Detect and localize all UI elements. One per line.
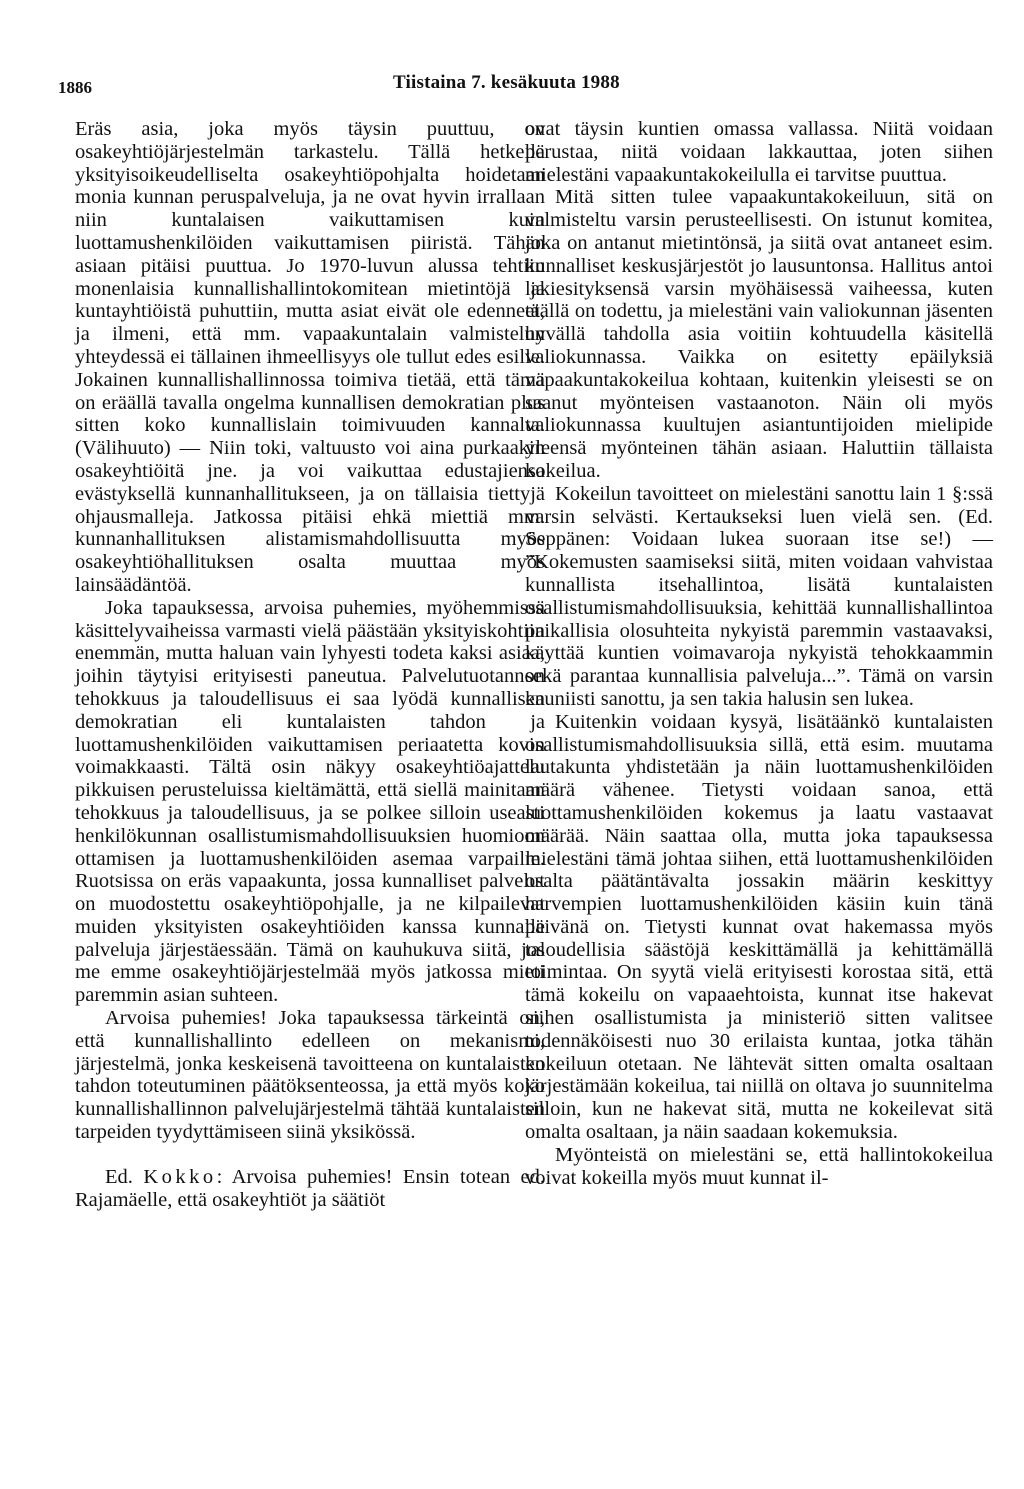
speaker-text: : Arvoisa puhemies! Ensin totean ed. Rajamäelle, että osakeyhtiöt ja säätiöt [75,1165,545,1211]
speaker-paragraph [75,1166,545,1212]
right-paragraph-1: ovat täysin kuntien omassa vallassa. Niitä voidaan perustaa, niitä voidaan lakkauttaa, joten siihen mielestäni vapaakuntakokeilulla ei tarvitse puuttua. [525,118,993,186]
left-column [75,118,545,1211]
right-paragraph-5: Myönteistä on mielestäni se, että hallintokokeilua voivat kokeilla myös muut kunnat il- [525,1143,993,1189]
page-number: 1886 [58,78,92,97]
right-column [525,118,993,1189]
left-paragraph-3: Arvoisa puhemies! Joka tapauksessa tärkeintä on, että kunnallishallinto edelleen on mekanismi, järjestelmä, jonka keskeisenä tavoitteena on kuntalaisten tahdon toteutuminen päätöksenteossa, ja että myös koko kunnallishallinnon palvelujärjestelmä tähtää kuntalaisten tarpeiden tyydyttämiseen siinä yksikössä. [75,1007,545,1144]
page-header [0,72,1024,102]
speaker-prefix: Ed. [105,1165,144,1188]
right-paragraph-4: Kuitenkin voidaan kysyä, lisätäänkö kuntalaisten osallistumismahdollisuuksia sillä, että esim. muutama lautakunta yhdistetään ja näin luottamushenkilöiden määrä vähenee. Tietysti voidaan sanoa, että luottamushenkilöiden kokemus ja laatu vastaavat määrää. Näin saattaa olla, mutta joka tapauksessa mielestäni tämä johtaa siihen, että luottamushenkilöiden osalta päätäntävalta jossakin määrin keskittyy harvempien luottamushenkilöiden käsiin kuin tänä päivänä on. Tietysti kunnat ovat hakemassa myös taloudellisia säästöjä keskittämällä ja kehittämällä toimintaa. On syytä vielä erityisesti korostaa sitä, että tämä kokeilu on vapaaehtoista, kunnat itse hakevat siihen osallistumista ja ministeriö sitten valitsee todennäköisesti nuo 30 erilaista kuntaa, jotka tähän kokeiluun otetaan. Ne lähtevät sitten omalta osaltaan järjestämään kokeilua, tai niillä on oltava jo suunnitelma silloin, kun ne hakevat sitä, mutta ne kokeilevat sitä omalta osaltaan, ja näin saadaan kokemuksia. [525,710,993,1144]
running-head: Tiistaina 7. kesäkuuta 1988 [393,72,620,93]
speaker-name: Kokko [143,1165,217,1188]
right-paragraph-3: Kokeilun tavoitteet on mielestäni sanottu lain 1 §:ssä varsin selvästi. Kertaukseksi luen vielä sen. (Ed. Seppänen: Voidaan lukea suoraan itse se!) — ”Kokemusten saamiseksi siitä, miten voidaan vahvistaa kunnallista itsehallintoa, lisätä kuntalaisten osallistumismahdollisuuksia, kehittää kunnallishallintoa paikallisia olosuhteita nykyistä paremmin vastaavaksi, käyttää kuntien voimavaroja nykyistä tehokkaammin sekä parantaa kunnallisia palveluja...”. Tämä on varsin kauniisti sanottu, ja sen takia halusin sen lukea. [525,482,993,710]
right-paragraph-2: Mitä sitten tulee vapaakuntakokeiluun, sitä on valmisteltu varsin perusteellisesti. On istunut komitea, joka on antanut mietintönsä, ja siitä ovat antaneet esim. kunnalliset keskusjärjestöt jo lausuntonsa. Hallitus antoi lakiesityksensä varsin myöhäisessä vaiheessa, kuten täällä on todettu, ja mielestäni vain valiokunnan jäsenten hyvällä tahdolla asia voitiin kohtuudella käsitellä valiokunnassa. Vaikka on esitetty epäilyksiä vapaakuntakokeilua kohtaan, kuitenkin yleisesti se on saanut myönteisen vastaanoton. Näin oli myös valiokunnassa kuultujen asiantuntijoiden mielipide yleensä myönteinen tähän asiaan. Haluttiin tällaista kokeilua. [525,186,993,482]
left-paragraph-1: Eräs asia, joka myös täysin puuttuu, on osakeyhtiöjärjestelmän tarkastelu. Tällä hetkellä yksityisoikeudelliselta osakeyhtiöpohjalta hoidetaan monia kunnan peruspalveluja, ja ne ovat hyvin irrallaan niin kuntalaisen vaikuttamisen kuin luottamushenkilöiden vaikuttamisen piiristä. Tähän asiaan pitäisi puuttua. Jo 1970-luvun alussa tehtiin monenlaisia kunnallishallintokomitean mietintöjä ja kuntayhtiöistä puhuttiin, mutta asiat eivät ole edenneet, ja ilmeni, että mm. vapaakuntalain valmistelun yhteydessä ei tällainen ihmeellisyys ole tullut edes esille. Jokainen kunnallishallinnossa toimiva tietää, että tämä on eräällä tavalla ongelma kunnallisen demokratian plus sitten koko kunnallislain toimivuuden kannalta. (Välihuuto) — Niin toki, valtuusto voi aina purkaakin osakeyhtiöitä jne. ja voi vaikuttaa edustajiensa evästyksellä kunnanhallitukseen, ja on tällaisia tiettyjä ohjausmalleja. Jatkossa pitäisi ehkä miettiä mm. kunnanhallituksen alistamismahdollisuutta myös osakeyhtiöhallituksen osalta muuttaa myös lainsäädäntöä. [75,118,545,596]
left-paragraph-2: Joka tapauksessa, arvoisa puhemies, myöhemmissä käsittelyvaiheissa varmasti vielä päästään yksityiskohtiin enemmän, mutta haluan vain lyhyesti todeta kaksi asiaa, joihin täytyisi erityisesti paneutua. Palvelutuotannon tehokkuus ja taloudellisuus ei saa lyödä kunnallisen demokratian eli kuntalaisten tahdon ja luottamushenkilöiden vaikuttamisen periaatetta kovin voimakkaasti. Tältä osin näkyy osakeyhtiöajattelu pikkuisen perusteluissa kieltämättä, että siellä mainitaan tehokkuus ja taloudellisuus, ja se polkee silloin useasti henkilökunnan osallistumismahdollisuuksien huomioon ottamisen ja luottamushenkilöiden asemaa varpaille. Ruotsissa on eräs vapaakunta, jossa kunnalliset palvelut on muodostettu osakeyhtiöpohjalle, ja ne kilpailevat muiden yksityisten osakeyhtiöiden kanssa kunnalle palveluja järjestäessään. Tämä on kauhukuva siitä, jos me emme osakeyhtiöjärjestelmää myös jatkossa mieti paremmin asian suhteen. [75,596,545,1007]
